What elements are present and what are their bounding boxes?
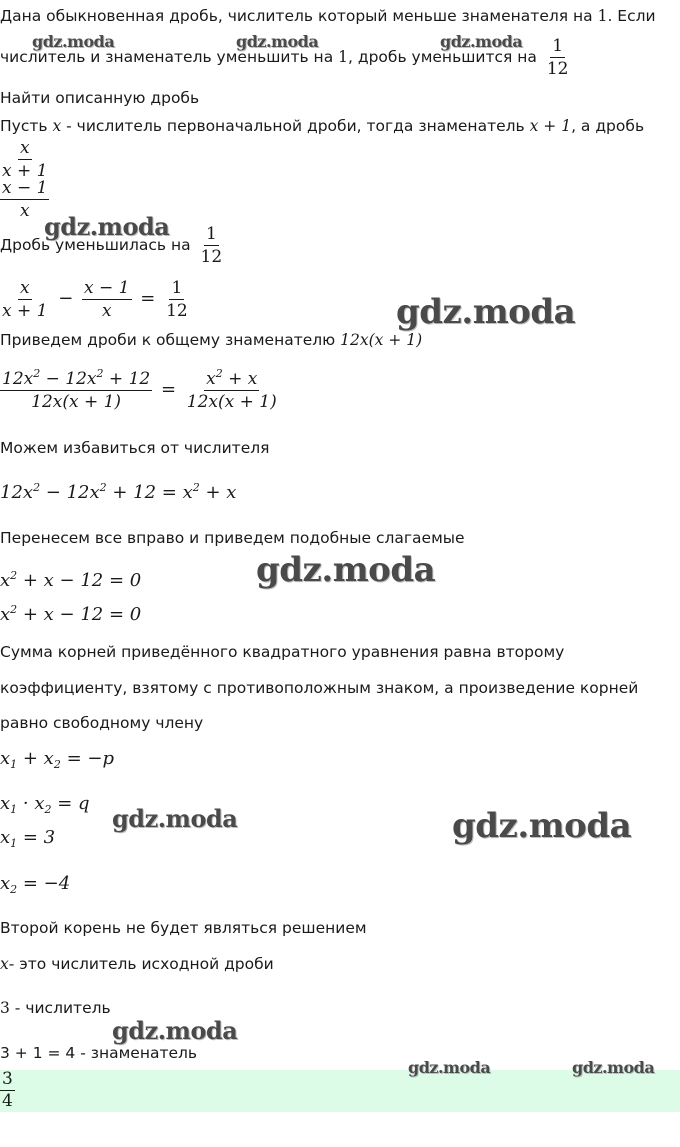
equation-3: $12x^2 - 12x^2 + 12 = x^2 + x$	[0, 481, 237, 503]
watermark: gdz.moda	[440, 32, 523, 51]
equation-1: $\frac{x}{x + 1}$ − $\frac{x - 1}{x}$ = $\frac{1}{12}$	[2, 277, 188, 321]
watermark: gdz.moda	[32, 32, 115, 51]
watermark: gdz.moda	[256, 550, 436, 590]
let-statement: Пусть x - числитель первоначальной дроби, тогда знаменатель x + 1, а дробь	[0, 117, 645, 135]
root-1: $x_1 = 3$	[0, 827, 56, 850]
equation-5: $x^2 + x - 12 = 0$	[0, 603, 142, 625]
problem-fraction: $\frac{1}{12}$	[546, 36, 569, 79]
problem-line-1: Дана обыкновенная дробь, числитель который меньше знаменателя на 1. Если	[0, 7, 656, 25]
move-terms-text: Перенесем все вправо и приведем подобные слагаемые	[0, 529, 465, 547]
problem-question: Найти описанную дробь	[0, 89, 200, 107]
watermark: gdz.moda	[112, 804, 238, 833]
not-solution-text: Второй корень не будет являться решением	[0, 919, 367, 937]
watermark: gdz.moda	[236, 32, 319, 51]
common-denominator-line: Приведем дроби к общему знаменателю 12x(x + 1)	[0, 331, 423, 349]
answer-fraction: $\frac{3}{4}$	[2, 1069, 13, 1111]
watermark: gdz.moda	[452, 806, 632, 846]
denominator-line: 3 + 1 = 4 - знаменатель	[0, 1044, 198, 1062]
watermark: gdz.moda	[44, 212, 170, 241]
vieta-line-1: Сумма корней приведённого квадратного уравнения равна второму	[0, 643, 565, 661]
root-2: $x_2 = -4$	[0, 873, 71, 896]
decreased-line: Дробь уменьшилась на $\frac{1}{12}$	[0, 224, 223, 267]
equation-4: $x^2 + x - 12 = 0$	[0, 569, 142, 591]
vieta-line-2: коэффициенту, взятому с противоположным знаком, а произведение корней	[0, 679, 639, 697]
equation-2: $\frac{12x^2 - 12x^2 + 12}{12x(x + 1)}$ = $\frac{x^2 + x}{12x(x + 1)}$	[2, 366, 277, 412]
vieta-line-3: равно свободному члену	[0, 714, 204, 732]
original-fraction: $\frac{x}{x + 1}$	[2, 138, 48, 181]
vieta-sum: $x_1 + x_2 = -p$	[0, 748, 114, 771]
problem-line-2: числитель и знаменатель уменьшить на 1, дробь уменьшится на $\frac{1}{12}$	[0, 36, 569, 79]
watermark: gdz.moda	[396, 292, 576, 332]
watermark: gdz.moda	[112, 1016, 238, 1045]
new-fraction: $\frac{x - 1}{x}$	[2, 178, 48, 221]
vieta-product: $x_1 \cdot x_2 = q$	[0, 793, 90, 816]
numerator-line: 3 - числитель	[0, 999, 111, 1017]
x-is-numerator: x- это числитель исходной дроби	[0, 955, 274, 973]
remove-denominator-text: Можем избавиться от числителя	[0, 439, 270, 457]
watermark: gdz.moda	[572, 1058, 655, 1077]
watermark: gdz.moda	[408, 1058, 491, 1077]
